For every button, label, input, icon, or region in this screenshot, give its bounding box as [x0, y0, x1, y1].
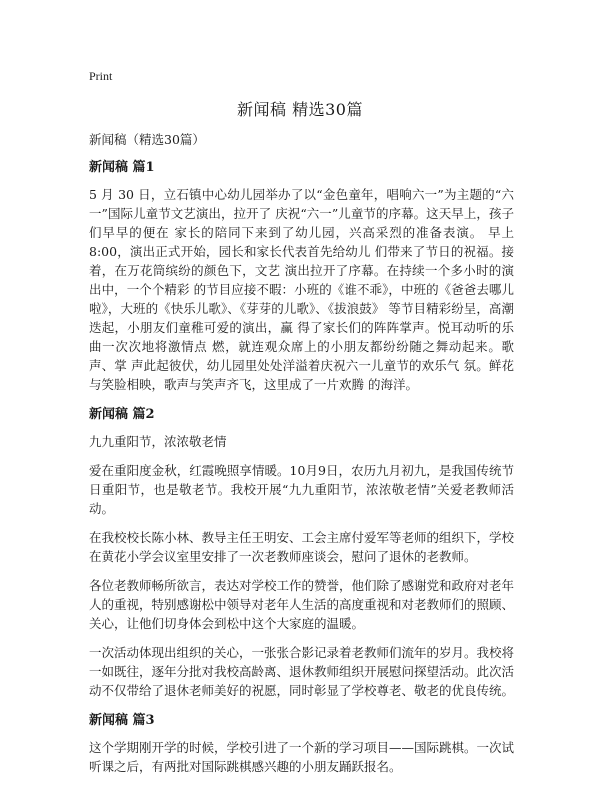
paragraph: 在我校校长陈小林、教导主任王明安、工会主席付爱军等老师的组织下，学校在黄花小学会议室里安排了一次老教师座谈会，慰问了退休的老教师。 [89, 530, 515, 564]
paragraph: 各位老教师畅所欲言，表达对学校工作的赞誉，他们除了感谢党和政府对老年人的重视，特别感谢松中领导对老年人生活的高度重视和对老教师们的照顾、关心，让他们切身体会到松中这个大家庭的温暖。 [89, 578, 515, 631]
print-link[interactable]: Print [89, 69, 113, 83]
paragraph: 九九重阳节，浓浓敬老情 [89, 434, 227, 449]
paragraph: 这个学期刚开学的时候，学校引进了一个新的学习项目——国际跳棋。一次试听课之后，有两批对国际跳棋感兴趣的小朋友踊跃报名。 [89, 740, 515, 774]
paragraph: 一次活动体现出组织的关心，一张张合影记录着老教师们流年的岁月。我校将一如既往，逐年分批对我校高龄离、退休教师组织开展慰问探望活动。此次活动不仅带给了退休老师美好的祝愿，同时彰显了学校尊老、敬老的优良传统。 [89, 645, 515, 698]
page-title: 新闻稿 精选30篇 [237, 100, 363, 119]
paragraph: 5 月 30 日，立石镇中心幼儿园举办了以“金色童年，唱响六一”为主题的“六一”国际儿童节文艺演出，拉开了 庆祝“六一”儿童节的序幕。这天早上，孩子们早早的便在 家长的陪同下来到了幼儿园，兴高采烈的准备表演。 早上 8:00，演出正式开始，园长和家长代表首先给幼儿 们带来了节日的祝福。接着，在万花筒缤纷的颜色下，文艺 演出拉开了序幕。在持续一个多小时的演出中，一个个精彩 的节目应接不暇：小班的《谁不乖》，中班的《爸爸去哪儿 啦》，大班的《快乐儿歌》、《芽芽的儿歌》、《拔浪鼓》 等节目精彩纷呈，高潮迭起，小朋友们童稚可爱的演出，赢 得了家长们的阵阵掌声。悦耳动听的乐曲一次次地将激情点 燃，就连观众席上的小朋友都纷纷随之舞动起来。歌声、掌 声此起彼伏，幼儿园里处处洋溢着庆祝六一儿童节的欢乐气 氛。鲜花与笑脸相映，歌声与笑声齐飞，这里成了一片欢腾 的海洋。 [89, 187, 514, 392]
section-heading: 新闻稿 篇2 [89, 407, 155, 422]
paragraph: 爱在重阳度金秋，红霞晚照享情暖。10月9日，农历九月初九，是我国传统节日重阳节，也是敬老节。我校开展“九九重阳节，浓浓敬老情”关爱老教师活动。 [89, 463, 514, 516]
section-heading: 新闻稿 篇1 [89, 160, 155, 175]
section-heading: 新闻稿 篇3 [89, 713, 155, 728]
document-subtitle: 新闻稿（精选30篇） [89, 132, 205, 147]
article-body [89, 131, 514, 786]
